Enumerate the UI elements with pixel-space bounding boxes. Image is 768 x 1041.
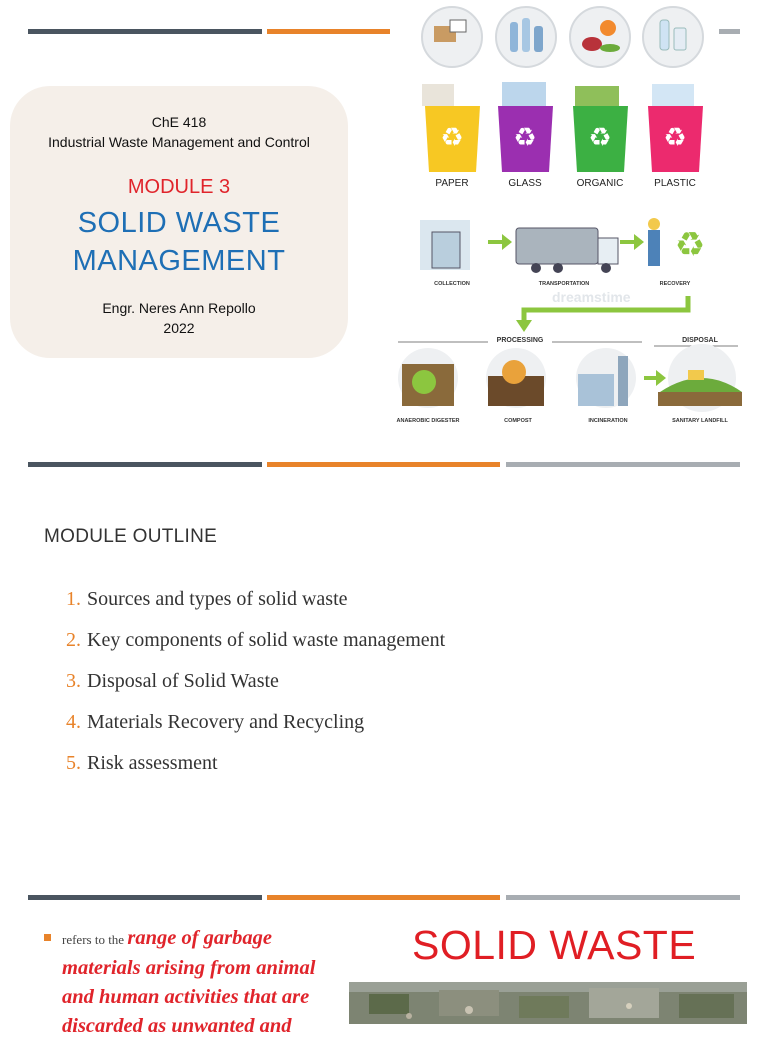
list-number: 2. — [66, 629, 81, 651]
glass-contents-icon — [502, 82, 546, 106]
digester-cycle-icon — [412, 370, 436, 394]
list-text: Key components of solid waste management — [87, 629, 446, 651]
waste-category-circles — [422, 7, 703, 67]
orange-fruit-icon — [600, 20, 616, 36]
process-label-anaerobic: ANAEROBIC DIGESTER — [396, 418, 460, 424]
truck-cab-icon — [598, 238, 618, 264]
plastic-contents-icon — [652, 84, 694, 106]
divider-orange — [267, 29, 390, 34]
list-text: Risk assessment — [87, 752, 218, 774]
list-text: Sources and types of solid waste — [87, 588, 348, 610]
list-item — [66, 670, 445, 711]
collection-flow — [420, 218, 705, 273]
waste-container-icon — [432, 232, 460, 268]
worker-icon — [648, 230, 660, 266]
arrow-head-icon — [516, 320, 532, 332]
bullet-square-icon — [44, 934, 51, 941]
list-text: Materials Recovery and Recycling — [87, 711, 365, 733]
divider-dark — [28, 29, 262, 34]
vegetable-icon — [600, 44, 620, 52]
divider-orange — [267, 462, 500, 467]
bin-label-glass: GLASS — [508, 178, 542, 189]
course-name: Industrial Waste Management and Control — [48, 134, 310, 150]
recycle-bins — [422, 82, 703, 172]
processing-icons — [398, 344, 742, 412]
list-item — [66, 711, 445, 752]
section-processing: PROCESSING — [496, 337, 544, 344]
list-item — [66, 588, 445, 629]
section-disposal: DISPOSAL — [682, 337, 718, 344]
bin-label-organic: ORGANIC — [576, 178, 624, 189]
author-year: 2022 — [163, 320, 195, 336]
bulldozer-icon — [688, 370, 704, 380]
truck-wheel-icon — [553, 263, 563, 273]
truck-wheel-icon — [531, 263, 541, 273]
garbage-truck-icon — [516, 228, 598, 264]
course-info — [10, 112, 348, 152]
svg-text:♻: ♻ — [440, 122, 464, 152]
arrow-right-icon — [644, 370, 666, 386]
divider-dark — [28, 462, 262, 467]
compost-food-icon — [502, 360, 526, 384]
process-label-compost: COMPOST — [504, 418, 532, 424]
flow-label-recovery: RECOVERY — [659, 281, 691, 287]
outline-heading: MODULE OUTLINE — [44, 526, 218, 547]
svg-text:♻: ♻ — [588, 122, 612, 152]
bin-label-plastic: PLASTIC — [654, 178, 696, 189]
module-label: MODULE 3 — [127, 176, 231, 198]
landfill-layer-icon — [658, 392, 742, 406]
arrow-right-icon — [488, 234, 512, 250]
flow-label-transportation: TRANSPORTATION — [538, 281, 590, 287]
process-label-landfill: SANITARY LANDFILL — [672, 418, 728, 424]
plastic-category-icon — [643, 7, 703, 67]
incinerator-chimney-icon — [618, 356, 628, 406]
worker-helmet-icon — [648, 218, 660, 230]
divider-orange — [267, 895, 500, 900]
plastic-bottle-icon — [660, 20, 669, 50]
solid-waste-title: SOLID WASTE — [412, 922, 697, 968]
list-number: 3. — [66, 670, 81, 692]
title-card — [10, 86, 348, 358]
list-item — [66, 629, 445, 670]
list-number: 1. — [66, 588, 81, 610]
definition-prefix: refers to the — [62, 932, 128, 947]
glass-jar-icon — [534, 26, 543, 52]
definition-bullet — [44, 924, 344, 1041]
definition-text — [62, 924, 344, 1041]
recycle-symbol-icon: ♻ — [674, 226, 706, 264]
svg-text:♻: ♻ — [513, 122, 537, 152]
page-title — [10, 204, 348, 280]
truck-wheel-icon — [601, 263, 611, 273]
process-label-incineration: INCINERATION — [588, 418, 628, 424]
organic-contents-icon — [575, 86, 619, 106]
title-line-2: MANAGEMENT — [72, 245, 286, 277]
newspaper-icon — [450, 20, 466, 32]
definition-emphasis: range of garbage materials arising from animal and human activities that are discarded as unwanted and — [62, 927, 316, 1037]
paper-contents-icon — [422, 84, 454, 106]
arrow-right-icon — [620, 234, 644, 250]
author-info — [10, 298, 348, 338]
organic-category-icon — [570, 7, 630, 67]
svg-text:♻: ♻ — [663, 122, 687, 152]
waste-management-infographic — [392, 0, 742, 432]
incinerator-building-icon — [578, 374, 614, 406]
author-name: Engr. Neres Ann Repollo — [102, 300, 256, 316]
landfill-photo — [349, 982, 747, 1024]
course-code: ChE 418 — [151, 114, 207, 130]
glass-bottle-icon — [522, 18, 530, 52]
outline-list — [66, 588, 445, 793]
flow-label-collection: COLLECTION — [434, 281, 470, 287]
list-number: 5. — [66, 752, 81, 774]
bin-label-paper: PAPER — [435, 178, 469, 189]
divider-gray — [506, 895, 740, 900]
divider-gray — [506, 462, 740, 467]
list-item — [66, 752, 445, 793]
meat-icon — [582, 37, 602, 51]
watermark: dreamstime — [552, 289, 631, 305]
divider-dark — [28, 895, 262, 900]
glass-bottle-icon — [510, 22, 518, 52]
list-number: 4. — [66, 711, 81, 733]
plastic-bag-icon — [674, 28, 686, 50]
title-line-1: SOLID WASTE — [77, 207, 281, 239]
list-text: Disposal of Solid Waste — [87, 670, 279, 692]
